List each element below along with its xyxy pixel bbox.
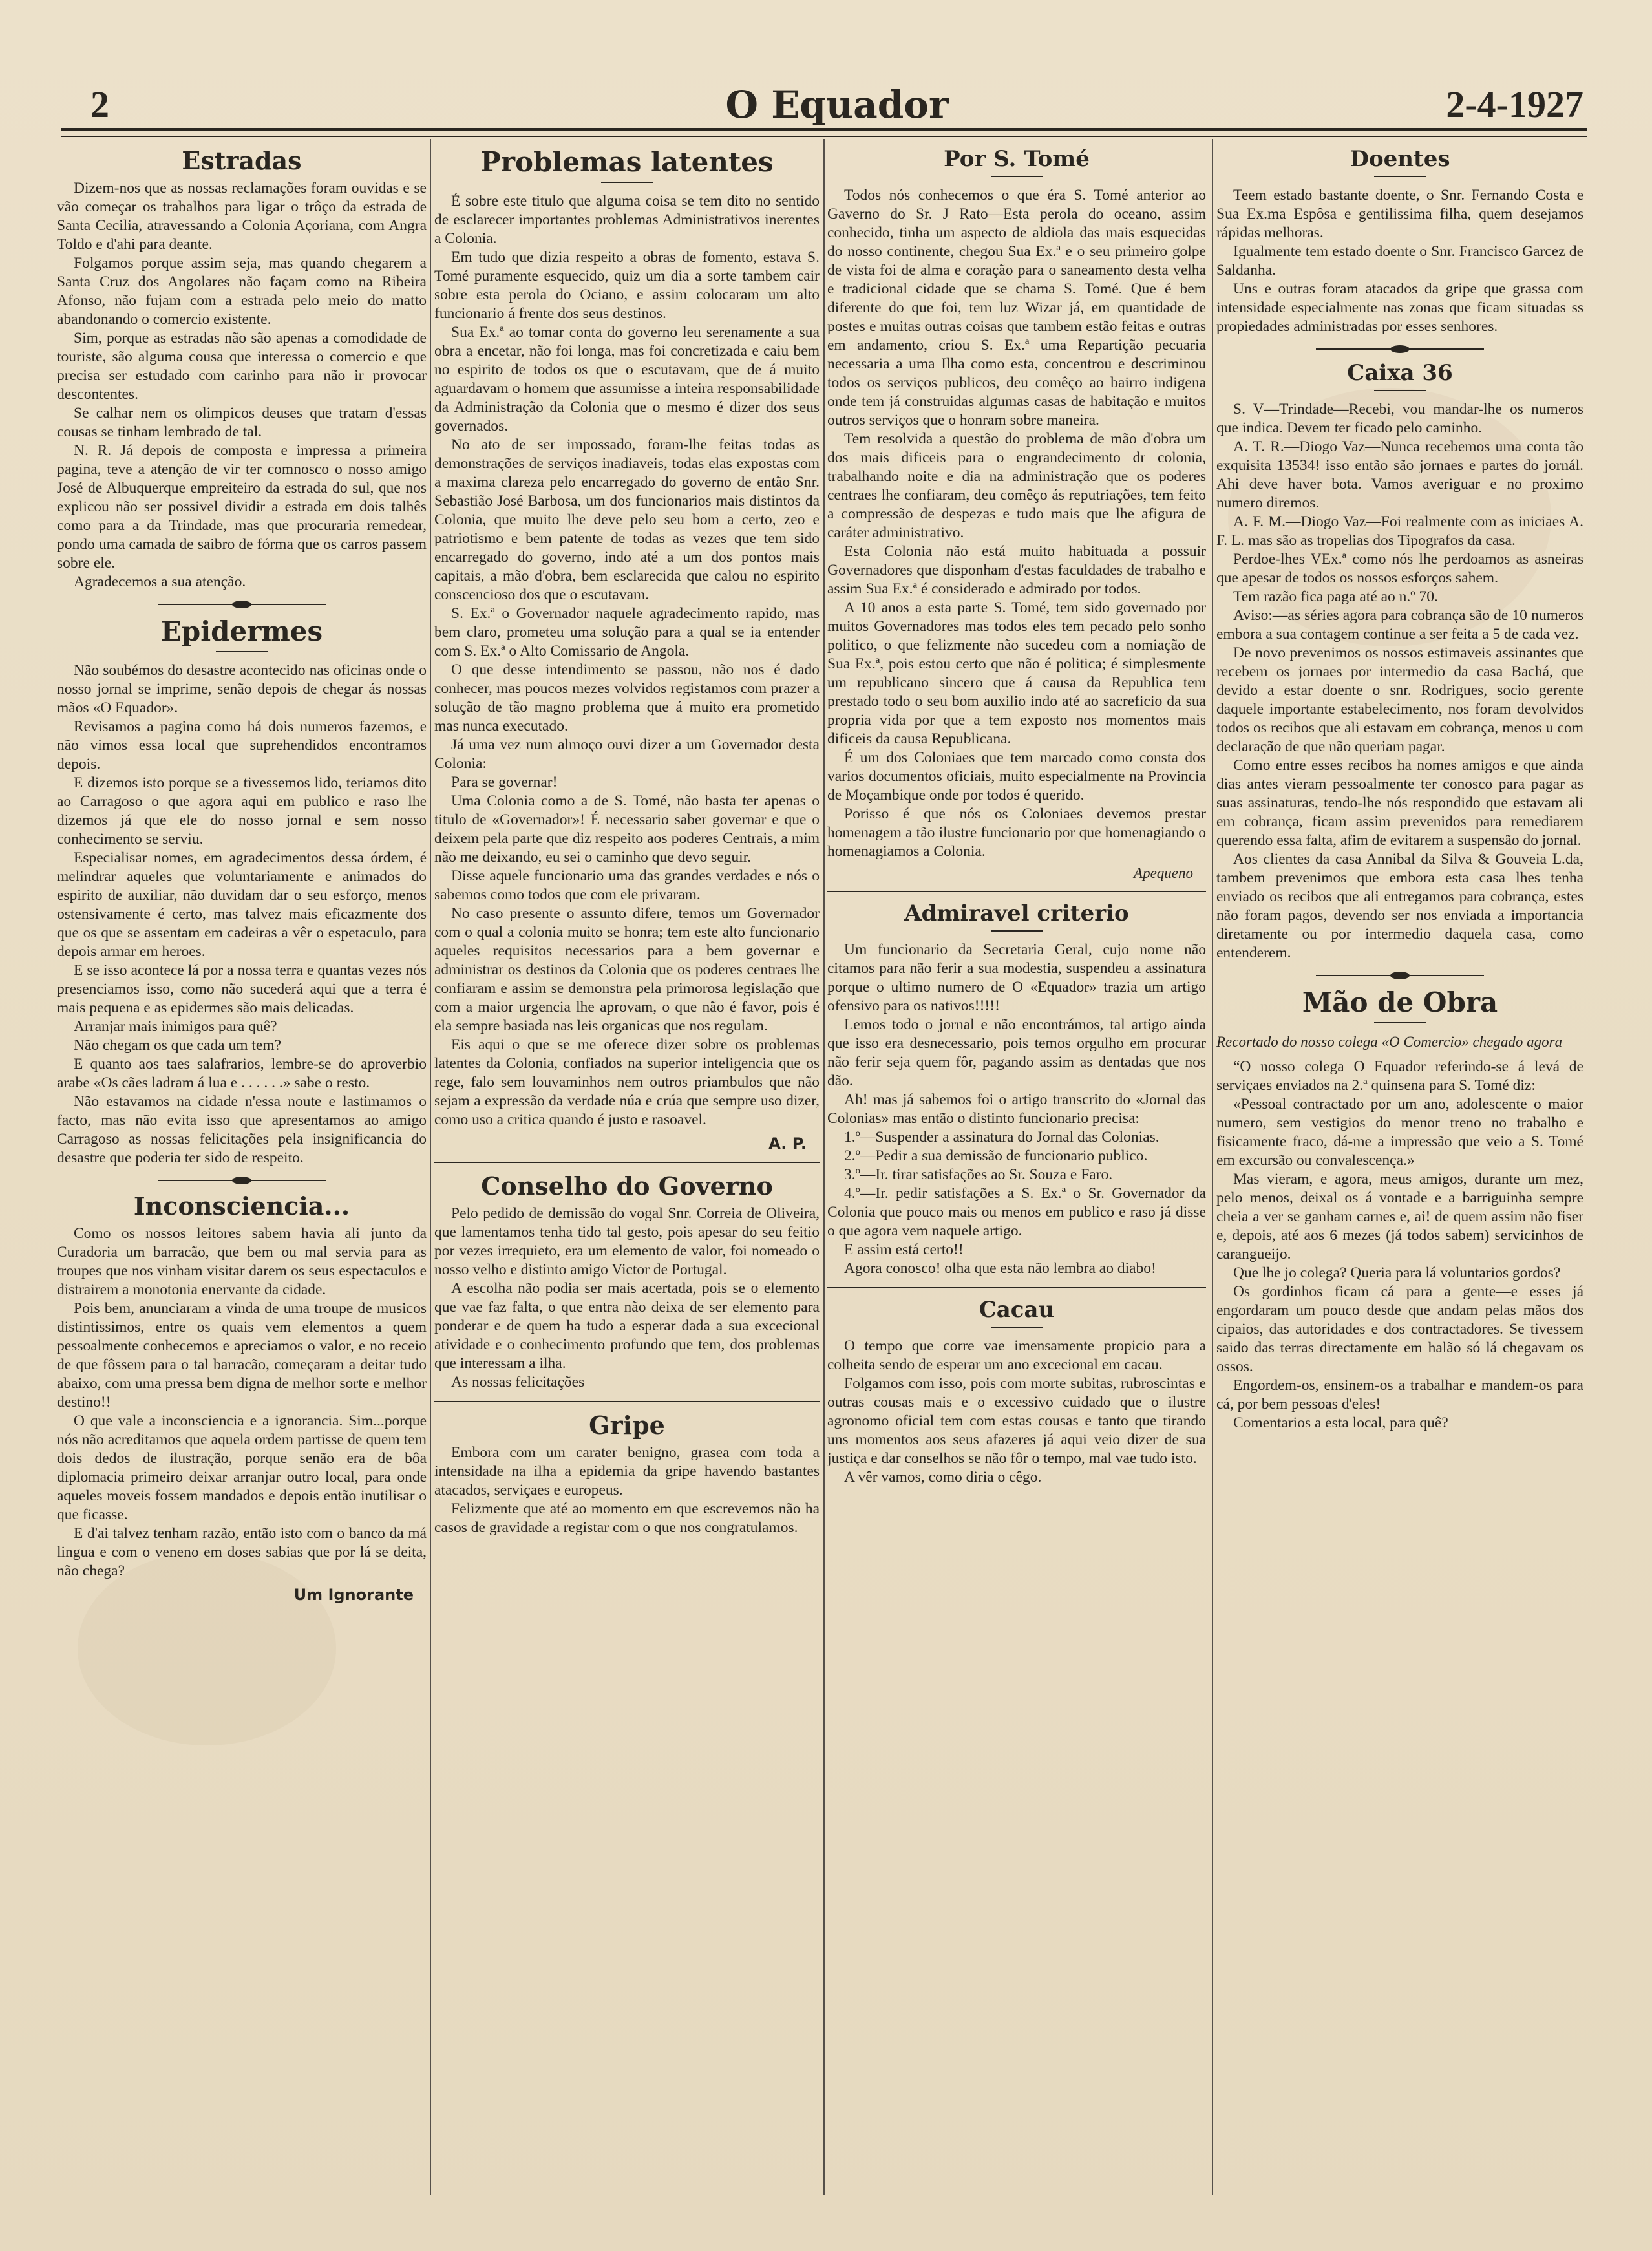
article-title: Inconsciencia... — [133, 1191, 350, 1221]
page-number: 2 — [90, 83, 109, 125]
paragraph: Ah! mas já sabemos foi o artigo transcrito do «Jornal das Colonias» mas então o distinto funcionario precisa: — [827, 1091, 1206, 1127]
paragraph: Em tudo que dizia respeito a obras de fomento, estava S. Tomé puramente esquecido, quiz um dia a sorte tambem cair sobre esta perola do Ociano, e assim colocaram um alto funcionario á frente dos seus destinos. — [434, 249, 820, 323]
article-estradas — [57, 147, 427, 592]
paragraph: Comentarios a esta local, para quê? — [1233, 1414, 1448, 1432]
paragraph: Todos nós conhecemos o que éra S. Tomé anterior ao Gaverno do Sr. J Rato—Esta perola do oceano, assim conhecido, tinha um aspecto de aldiola das mais esquecidas do nosso continente, chegou Sua Ex.ª e o seu primeiro golpe de vista foi de alma e coração para o saneamento desta velha e tradicional cidade que se chama S. Tomé. Que é bem diferente do que foi, tem luz Wizar já, em quantidade de postes e muitas outras coisas que tambem estão feitas e outras em andamento, criou S. Ex.ª uma Repartição pecuaria necessaria a uma Ilha como esta, concentrou e descriminou todos os serviços publicos, deu comêço ao bairro indigena onde tem já construidas algumas casas de habitação e muitos outros serviços que o honram sobre maneira. — [827, 187, 1206, 429]
paragraph: Teem estado bastante doente, o Snr. Fernando Costa e Sua Ex.ma Espôsa e gentilissima filha, quem desejamos rápidas melhoras. — [1216, 187, 1583, 242]
ornament-divider — [1316, 972, 1484, 979]
paragraph: No ato de ser impossado, foram-lhe feitas todas as demonstrações de serviços inadiaveis, todas elas expostas com a maxima clareza pelo encarregado do governo de então Snr. Sebastião José Barbosa, um dos funcionarios mais distintos da Colonia, que muito lhe deve pelo seu bom a certo, zeo e patriotismo e bem patente de todas as vezes que tem sido encarregado do governo, indo até a um dos pontos mais capitais, a mão d'obra, bem esclarecida que calou no espirito conscencioso dos que o escutavam. — [434, 436, 820, 604]
article-admiravel-criterio — [827, 901, 1206, 1278]
paragraph: Porisso é que nós os Coloniaes devemos prestar homenagem a tão ilustre funcionario por que homenagiando o homenagiamos a Colonia. — [827, 805, 1206, 860]
ornament-divider — [158, 1177, 326, 1184]
paragraph: N. R. Já depois de composta e impressa a primeira pagina, teve a atenção de vir ter comnosco o nosso amigo José de Albuquerque empreiteiro da estrada do sul, que nos explicou não ser possivel dividir a estrada em dois talhês como para a da Trindade, mas que procuraria remedear, pondo uma camada de saibro de fórma que os carros passem sobre ele. — [57, 442, 427, 571]
article-cacau — [827, 1297, 1206, 1487]
paragraph: Perdoe-lhes VEx.ª como nós lhe perdoamos as asneiras que apesar de todos os nossos esforços sahem. — [1216, 551, 1583, 587]
title-dash — [1374, 1022, 1426, 1023]
article-title: Gripe — [589, 1410, 665, 1440]
paragraph: Como entre esses recibos ha nomes amigos e que ainda dias antes vieram pessoalmente ter conosco para pagar as suas assinaturas, tendo-lhe nós respondido que estavam ali em cobrança, ficam assim prevenidos para remediarem querendo essa falta, afim de evitarem a suspensão do jornal. — [1216, 757, 1583, 849]
paragraph: Disse aquele funcionario uma das grandes verdades e nós o sabemos como todos que com ele privaram. — [434, 868, 820, 904]
paragraph: Aviso:—as séries agora para cobrança são de 10 numeros embora a sua contagem continue a ser feita a 5 de cada vez. — [1216, 607, 1583, 643]
paragraph: Sua Ex.ª ao tomar conta do governo leu serenamente a sua obra a encetar, não foi longa, mas foi concretizada e caiu bem no espirito de todos os que o escutavam, que de á muito aguardavam o homem que assumisse a inteira responsabilidade da Administração da Colonia que o mesmo é dizer dos seus governados. — [434, 324, 820, 435]
section-rule — [434, 1162, 820, 1163]
paragraph: Que lhe jo colega? Queria para lá voluntarios gordos? — [1233, 1264, 1561, 1282]
article-signature: A. P. — [768, 1135, 807, 1153]
article-epidermes — [57, 616, 427, 1168]
article-title: Conselho do Governo — [481, 1171, 773, 1201]
ornament-divider — [1316, 345, 1484, 353]
paragraph: Eis aqui o que se me oferece dizer sobre os problemas latentes da Colonia, confiados na superior inteligencia que os rege, falo sem louvaminhos nem outros priambulos que não sejam a expressão da verdade núa e crúa que sempre uso dizer, como uso a critica quando é justo e rasoavel. — [434, 1036, 820, 1129]
column-1 — [57, 139, 427, 2208]
paragraph: E assim está certo!! — [844, 1241, 964, 1259]
paragraph: Igualmente tem estado doente o Snr. Francisco Garcez de Saldanha. — [1216, 243, 1583, 279]
paragraph: Pelo pedido de demissão do vogal Snr. Correia de Oliveira, que lamentamos tenha tido tal gesto, pois apesar do seu feitio por vezes irrequieto, era um elemento de valor, foi nomeado o nosso velho e distinto amigo Victor de Portugal. — [434, 1204, 820, 1278]
paragraph: Já uma vez num almoço ouvi dizer a um Governador desta Colonia: — [434, 736, 820, 773]
title-dash — [1374, 176, 1426, 177]
ornament-divider — [158, 601, 326, 608]
paragraph: Folgamos porque assim seja, mas quando chegarem a Santa Cruz dos Angolares não façam como na Ribeira Afonso, não fujam com a estrada pelo meio do matto abandonando o comercio existente. — [57, 254, 427, 328]
title-dash — [1374, 390, 1426, 391]
paragraph: A 10 anos a esta parte S. Tomé, tem sido governado por muitos Governadores mas todos eles tem pecado pelo sonho politico, o que felizmente não sucedeu com a nomiação de Sua Ex.ª, pois estou certo que não é politica; é simplesmente um republicano sincero que á causa da Republica tem prestado todo o seu bom auxilio indo até ao sacreficio da sua propria vida por que a tem exposto nos momentos mais dificeis da causa Republicana. — [827, 599, 1206, 748]
issue-date: 2-4-1927 — [1446, 83, 1583, 125]
column-divider — [1212, 139, 1213, 2195]
article-title: Doentes — [1350, 146, 1450, 172]
article-conselho-do-governo — [434, 1172, 820, 1392]
title-dash — [601, 182, 653, 183]
paragraph: 4.º—Ir. pedir satisfações a S. Ex.ª o Sr. Governador da Colonia que pouco mais ou menos em publico e raso já disse o que agora vem naquele artigo. — [827, 1185, 1206, 1240]
paragraph: «Pessoal contractado por um ano, adolescente o maior numero, sem vestigios do menor treno no trabalho e fisicamente fraco, dá-me a impressão que veio a S. Tomé em excursão ou convalescença.» — [1216, 1096, 1583, 1169]
paragraph: Como os nossos leitores sabem havia ali junto da Curadoria um barracão, que bem ou mal servia para as troupes que nos vinham visitar darem os seus espectaculos e distrairem a monotonia enervante da cidade. — [57, 1224, 427, 1298]
title-dash — [216, 651, 268, 652]
article-title: Mão de Obra — [1302, 987, 1498, 1019]
paragraph: Especialisar nomes, em agradecimentos dessa órdem, é melindrar aqueles que voluntariamente e animados do espirito de auxiliar, não duvidam dar o seu esforço, menos ostensivamente é certo, mas talvez mais eficazmente dos que os que se assentam em cadeiras a vêr o espetaculo, para depois armar em heroes. — [57, 849, 427, 960]
article-signature: Um Ignorante — [293, 1585, 414, 1604]
paragraph: As nossas felicitações — [451, 1373, 585, 1391]
article-intro: Recortado do nosso colega «O Comercio» chegado agora — [1216, 1034, 1563, 1051]
paragraph: A. F. M.—Diogo Vaz—Foi realmente com as iniciaes A. F. L. mas são as tropelias dos Tipografos da casa. — [1216, 513, 1583, 549]
paragraph: Não chegam os que cada um tem? — [74, 1036, 282, 1054]
column-2 — [434, 139, 820, 2208]
paragraph: S. Ex.ª o Governador naquele agradecimento rapido, mas bem claro, prometeu uma solução para a qual se ia entender com S. Ex.ª o Alto Comissario de Angola. — [434, 605, 820, 660]
paragraph: Uns e outras foram atacados da gripe que grassa com intensidade especialmente nas zonas que ficam situadas ss propiedades administradas por esses senhores. — [1216, 281, 1583, 336]
article-problemas-latentes — [434, 147, 820, 1153]
paragraph: Lemos todo o jornal e não encontrámos, tal artigo ainda que isso era desnecessario, pois temos orgulho em procurar não ferir seja quem fôr, pagando assim as dentadas que nos dão. — [827, 1016, 1206, 1090]
article-signature: Apequeno — [1134, 865, 1193, 882]
article-title: Cacau — [979, 1297, 1055, 1323]
column-4 — [1216, 139, 1583, 2208]
paragraph: E quanto aos taes salafrarios, lembre-se do aproverbio arabe «Os cães ladram á lua e . . . . . .» sabe o resto. — [57, 1055, 427, 1091]
paragraph: S. V—Trindade—Recebi, vou mandar-lhe os numeros que indica. Devem ter ficado pelo caminho. — [1216, 401, 1583, 437]
article-title: Caixa 36 — [1347, 360, 1453, 387]
paragraph: Mas vieram, e agora, meus amigos, durante um mez, pelo menos, deixal os á vontade e a barriguinha sempre cheia a ver se ganham carnes e, ai! de quem assim não fiser e, depois, até aos 6 mezes (já todos sabem) servicinhos de carangueijo. — [1216, 1171, 1583, 1263]
paragraph: A. T. R.—Diogo Vaz—Nunca recebemos uma conta tão exquisita 13534! isso então são jornaes e partes do jornál. Ahi deve haver bota. Vamos averiguar e no proximo numero diremos. — [1216, 438, 1583, 512]
paragraph: Não soubémos do desastre acontecido nas oficinas onde o nosso jornal se imprime, senão depois de chegar ás nossas mãos «O Equador». — [57, 661, 427, 716]
paragraph: O que vale a inconsciencia e a ignorancia. Sim...porque nós não acreditamos que aquela ordem partisse de quem tem dois dedos de ilustração, porque senão era de bôa diplomacia primeiro deixar arranjar outro local, para onde aqueles moveis fossem mandados e depois então inutilisar o que ficasse. — [57, 1412, 427, 1523]
paragraph: É sobre este titulo que alguma coisa se tem dito no sentido de esclarecer importantes problemas Administrativos inerentes a Colonia. — [434, 193, 820, 248]
paragraph: Os gordinhos ficam cá para a gente—e esses já engordaram um pouco desde que andam pelas mãos dos cipaios, das autoridades e dos contractadores. Se tivessem saido das terras directamente em halão só lá chegavam os ossos. — [1216, 1283, 1583, 1376]
paragraph: E se isso acontece lá por a nossa terra e quantas vezes nós presenciamos isso, como não sucederá aqui que a terra é mais pequena e as epidermes são mais delicadas. — [57, 961, 427, 1016]
paragraph: De novo prevenimos os nossos estimaveis assinantes que recebem os jornaes por intermedio da casa Bachá, que devido a estar doente o snr. Rodrigues, socio gerente daquele importante estabelecimento, nos foram devolvidos todos os recibos que ali estavam em cobrança, menos u com declaração de que não queriam pagar. — [1216, 645, 1583, 756]
paragraph: A escolha não podia ser mais acertada, pois se o elemento que vae faz falta, o que entra não deixa de ser elemento para ponderar e de quem ha tudo a esperar dada a sua excecional atividade e o conhecimento profundo que tem, dos problemas que interessam a ilha. — [434, 1279, 820, 1372]
section-rule — [434, 1401, 820, 1402]
section-rule — [827, 1287, 1206, 1288]
paragraph: “O nosso colega O Equador referindo-se á levá de serviçaes enviados na 2.ª quinsena para S. Tomé diz: — [1216, 1058, 1583, 1094]
title-dash — [991, 176, 1043, 177]
column-3 — [827, 139, 1206, 2208]
paragraph: 2.º—Pedir a sua demissão de funcionario publico. — [844, 1147, 1148, 1165]
newspaper-title: O Equador — [725, 83, 949, 127]
paragraph: Sim, porque as estradas não são apenas a comodidade de touriste, são alguma cousa que interessa o comercio e que precisa ser estudado com carinho para não ir provocar descontentes. — [57, 329, 427, 403]
paragraph: Pois bem, anunciaram a vinda de uma troupe de musicos distintissimos, entre os quais vem elementos a quem pessoalmente conhecemos e apreciamos o valor, e no receio de que fôssem para o tal barracão, começaram a deitar tudo abaixo, com uma pressa bem digna de melhor sorte e melhor destino!! — [57, 1299, 427, 1411]
paragraph: Um funcionario da Secretaria Geral, cujo nome não citamos para não ferir a sua modestia, suspendeu a assinatura porque o ultimo numero de O «Equador» trazia um artigo ofensivo para os nativos!!!!! — [827, 941, 1206, 1015]
paragraph: Agradecemos a sua atenção. — [74, 573, 246, 590]
title-dash — [991, 1327, 1043, 1328]
paragraph: Se calhar nem os olimpicos deuses que tratam d'essas cousas se tinham lembrado de tal. — [57, 404, 427, 440]
paragraph: Não estavamos na cidade n'essa noute e lastimamos o facto, mas não evita isso que apresentamos ao amigo Carragoso as nossas felicitações pela insignificancia do desastre que poderia ter sido de respeito. — [57, 1093, 427, 1166]
article-mao-de-obra — [1216, 987, 1583, 1433]
paragraph: O que desse intendimento se passou, não nos é dado conhecer, mas poucos mezes volvidos registamos com prazer a solução de tão magno problema que á muito era prometido mas nunca executado. — [434, 661, 820, 735]
paragraph: Folgamos com isso, pois com morte subitas, rubroscintas e outras cousas mais e o excessivo cuidado que o ilustre agronomo oficial tem com estas cousas e tanto que tirando uns momentos aos seus afazeres já aqui veio dizer de sua justiça e dar conselhos se não fôr o tempo, mal vae tudo isto. — [827, 1375, 1206, 1467]
article-title: Estradas — [182, 146, 302, 175]
paragraph: E dizemos isto porque se a tivessemos lido, teriamos dito ao Carragoso o que agora aqui em publico e raso lhe dizemos já que ele do nosso jornal e sem nosso conhecimento se serviu. — [57, 774, 427, 848]
paragraph: Engordem-os, ensinem-os a trabalhar e mandem-os para cá, por bem pessoas d'eles! — [1216, 1377, 1583, 1413]
paragraph: Para se governar! — [451, 774, 558, 791]
paragraph: Tem resolvida a questão do problema de mão d'obra um dos mais dificeis para o engrandecimento dr colonia, trabalhando noite e dia na administração que os poderes centraes lhe confiaram, deu comêço ás reputriações, tem feito a compressão de despezas e tudo mais que lhe afigura de caráter administrativo. — [827, 431, 1206, 542]
paragraph: Embora com um carater benigno, grasea com toda a intensidade na ilha a epidemia da gripe havendo bastantes atacados, serviçaes e europeus. — [434, 1444, 820, 1499]
title-dash — [991, 930, 1043, 932]
paragraph: O tempo que corre vae imensamente propicio para a colheita sendo de esperar um ano excecional em cacau. — [827, 1338, 1206, 1374]
article-title: Admiravel criterio — [904, 901, 1129, 927]
paragraph: Aos clientes da casa Annibal da Silva & Gouveia L.da, tambem prevenimos que embora esta casa lhes tenha enviado os recibos que ali entregamos para cobrança, estes não foram pagos, devendo ser nos enviada a importancia diretamente ou por intermedio daquela casa, como entenderem. — [1216, 851, 1583, 962]
article-por-s-tome — [827, 147, 1206, 882]
masthead — [90, 83, 1583, 129]
paragraph: A vêr vamos, como diria o cêgo. — [844, 1469, 1042, 1486]
paragraph: Uma Colonia como a de S. Tomé, não basta ter apenas o titulo de «Governador»! É necessario saber governar e que o deixem pela parte que diz respeito aos poderes Centrais, a mim não me deixando, eu sei o caminho que devo seguir. — [434, 793, 820, 866]
paragraph: Agora conosco! olha que esta não lembra ao diabo! — [844, 1260, 1156, 1277]
article-inconsciencia — [57, 1192, 427, 1604]
paragraph: Revisamos a pagina como há dois numeros fazemos, e não vimos essa local que suprehendidos encontramos depois. — [57, 718, 427, 773]
column-divider — [430, 139, 431, 2195]
paragraph: Tem razão fica paga até ao n.º 70. — [1233, 588, 1438, 606]
article-title: Por S. Tomé — [944, 146, 1090, 172]
paragraph: 3.º—Ir. tirar satisfações ao Sr. Souza e Faro. — [844, 1166, 1113, 1184]
masthead-rule — [61, 128, 1587, 137]
paragraph: E d'ai talvez tenham razão, então isto com o banco da má lingua e com o veneno em doses sabias que por lá se deita, não chega? — [57, 1524, 427, 1579]
article-gripe — [434, 1411, 820, 1537]
paragraph: 1.º—Suspender a assinatura do Jornal das Colonias. — [844, 1129, 1160, 1146]
section-rule — [827, 891, 1206, 892]
article-title: Epidermes — [160, 615, 323, 647]
article-doentes — [1216, 147, 1583, 336]
article-title: Problemas latentes — [480, 146, 774, 178]
paragraph: Dizem-nos que as nossas reclamações foram ouvidas e se vão começar os trabalhos para ligar o trôço da estrada de Santa Cecilia, atravessando a Colonia Açoriana, com Angra Toldo e d'ahi para deante. — [57, 179, 427, 253]
paragraph: É um dos Coloniaes que tem marcado como consta dos varios documentos oficiais, muito especialmente na Provincia de Moçambique onde por todos é querido. — [827, 749, 1206, 804]
paragraph: Arranjar mais inimigos para quê? — [74, 1018, 277, 1035]
paragraph: Felizmente que até ao momento em que escrevemos não ha casos de gravidade a registar com o que nos congratulamos. — [434, 1500, 820, 1536]
article-caixa-36 — [1216, 361, 1583, 963]
paragraph: Esta Colonia não está muito habituada a possuir Governadores que disponham d'estas faculdades de trabalho e assim Sua Ex.ª é considerado e admirado por todos. — [827, 543, 1206, 598]
paragraph: No caso presente o assunto difere, temos um Governador com o qual a colonia muito se honra; tem este alto funcionario aqueles requisitos necessarios para a bem governar e administrar os destinos da Colonia que os poderes centraes lhe confiaram e assim se demonstra pela primorosa legislação que com a maior urgencia lhe aprovam, o que não é favor, pois é ela sempre basiada nas leis organicas que nos regulam. — [434, 905, 820, 1035]
column-divider — [823, 139, 825, 2195]
